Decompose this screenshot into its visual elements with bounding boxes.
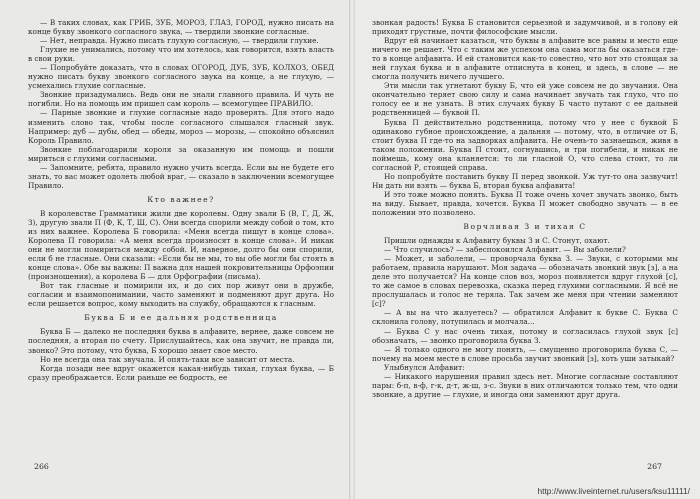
right-page	[352, 0, 700, 499]
page-number: 267	[647, 462, 662, 471]
paragraph: И это тоже можно понять. Буква П тоже очень хочет звучать звонко, быть на виду. Бывает, правда, хочется. Буква П может свободно звучать — в ее положении это позволено.	[372, 189, 678, 217]
paragraph: — Парные звонкие и глухие согласные надо проверять. Для этого надо изменить слово так, чтобы после согласного слышался гласный звук. Например: дуб — дубы, обед — обеды, мороз — морозы, — спокойно объяснил Король Правило.	[28, 108, 334, 145]
paragraph: — В таких словах, как ГРИБ, ЗУБ, МОРОЗ, ГЛАЗ, ГОРОД, нужно писать на конце букву звонкого согласного звука, — твердили звонкие согласные.	[28, 18, 334, 37]
paragraph: — Нет, неправда. Нужно писать глухую согласную, — твердили глухие.	[40, 36, 319, 46]
paragraph: Вдруг ей начинает казаться, что буквы в алфавите все равны и место еще ничего не решает. Что с таким же успехом она сама могла бы оказаться где-то в конце алфавита. И ей становится как-то совестно, что вот это стоящая за ней глухая буква и в алфавите отписнута в конец, и здесь, в слове — не смогла получить ничего лучшего.	[372, 36, 678, 82]
page-number: 266	[34, 462, 49, 471]
paragraph: — Буква С у нас очень тихая, потому и согласилась глухой звук [с] обозначать, — звонко проговорила буква З.	[372, 326, 678, 345]
section-heading: Кто важнее?	[147, 194, 215, 204]
paragraph: — Запомните, ребята, правило нужно учить всегда. Если вы не будете его знать, то вас может одолеть любой враг, — сказало в заключении всемогущее Правило.	[28, 162, 334, 190]
paragraph: Но попробуйте поставить букву П перед звонкой. Уж тут-то она зазвучит! Ни дать ни взять — буква Б, вторая буква алфавита!	[372, 171, 678, 190]
section-heading: Буква Б и ее дальняя родственница	[84, 313, 278, 323]
watermark-url: http://www.liveinternet.ru/users/ksu11111/	[537, 486, 690, 496]
paragraph: Вот так гласные и помирили их, и до сих пор живут они в дружбе, согласии и взаимопонимании, часто заменяют и подменяют друг друга. Но если решается вопрос, кому выходить на службу, обращаются к гласным.	[28, 281, 334, 309]
paragraph: — Я только одного не могу понять, — смущенно проговорила буква С, — почему на моем месте в слове просьба звучит звонкий [з], хоть уши затыкай?	[372, 344, 678, 363]
paragraph: Буква Б — далеко не последняя буква в алфавите, вернее, даже совсем не последняя, а вторая по счету. Прислушайтесь, как она звучит, не правда ли, звонко? Это потому, что буква, Б хорошо знает свое место.	[28, 327, 334, 355]
paragraph: Звонкие призадумались. Ведь они не знали главного правила. И чуть не погибли. Но на помощь им пришел сам король — всемогущее ПРАВИЛО.	[28, 90, 334, 109]
paragraph: Улыбнулся Алфавит:	[384, 362, 465, 372]
section-heading: Ворчливая З и тихая С	[463, 222, 587, 232]
paragraph: — Может, и заболели, — проворчала буква З. — Звуки, с которыми мы работаем, правила нарушают. Моя задача — обозначать звонкий звук [з], а на деле это получается? На конце слов воз, мороз появляется вдруг глухой [с], то же самое в словах перевозка, сказка перед глухими согласными. Я всё не прослушалась и голос не теряла. Так зачем же меня при чтении заменяют [с]?	[372, 254, 678, 309]
paragraph: Но не всегда она так звучала. И опять-таки все зависит от места.	[40, 354, 295, 364]
paragraph: Пришли однажды к Алфавиту буквы З и С. Стонут, охают.	[384, 236, 610, 246]
paragraph: — Никакого нарушения правил здесь нет. Многие согласные составляют пары: б-п, в-ф, г-к, д-т, ж-ш, з-с. Звуки в них отличаются только тем, что одни звонкие, а другие — глухие, и иногда они заменяют друг друга.	[372, 371, 678, 399]
paragraph: Глухие не унимались, потому что им хотелось, как говорится, взять власть в свои руки.	[28, 45, 334, 64]
paragraph: В королевстве Грамматики жили две королевы. Одну звали Б (В, Г, Д, Ж, З), другую звали П (Ф, К, Т, Ш, С). Они всегда спорили между собой о том, кто из них важнее. Королева Б говорила: «Меня всегда пишут в конце слова». Королева П говорила: «А меня всегда произносят в конце слова». И никак они не могли помириться между собой. И, наверное, долго бы они спорили, если б не гласные. Они сказали: «Если бы не мы, то вы обе могли бы стоять в конце слова». Обе вы важны: П важна для нашей покровительницы Орфоэпии (произношения), а королева Б — для Орфографии (письма).	[28, 208, 334, 282]
book-gutter	[349, 0, 355, 499]
paragraph: Звонкие поблагодарили короля за оказанную им помощь и пошли мириться с глухими согласными.	[28, 144, 334, 163]
paragraph: звонкая радость! Буква Б становится серьезной и задумчивой, и в голову ей приходят грустные, почти философские мысли.	[372, 18, 678, 37]
paragraph: — Попробуйте доказать, что в словах ОГОРОД, ДУБ, ЗУБ, КОЛХОЗ, ОБЕД нужно писать букву звонкого согласного звука на конце, а не глухую, — усмехались глухие согласные.	[28, 63, 334, 91]
paragraph: Буква П действительно родственница, потому что у нее с буквой Б одинаково губное происхождение, а дальняя — потому, что, в отличие от Б, стоит буква П где-то на задворках алфавита. Не очень-то зазнаешься, живя в таком положении. Буква П стоит, согнувшись, и три погибели, и никак не поймешь, кому она кланяется: то ли гласной О, что слева стоит, то ли согласной Р, стоящей справа.	[372, 117, 678, 172]
paragraph: — Что случилось? — забеспокоился Алфавит. — Вы заболели?	[384, 245, 626, 255]
paragraph: — А вы на что жалуетесь? — обратился Алфавит к букве С. Буква С склонила голову, потупилась и молчала...	[372, 308, 678, 327]
paragraph: Эти мысли так угнетают букву Б, что ей уже совсем не до звучания. Она окончательно теряет свою силу и сама начинает звучать так глухо, что по голосу ее и не узнать. В этих случаях букву Б часто путают с ее дальней родственницей — буквой П.	[372, 81, 678, 118]
paragraph: Когда позади нее вдруг окажется какая-нибудь тихая, глухая буква, — Б сразу преображается. Если раньше ее бодрость, ее	[28, 363, 334, 382]
